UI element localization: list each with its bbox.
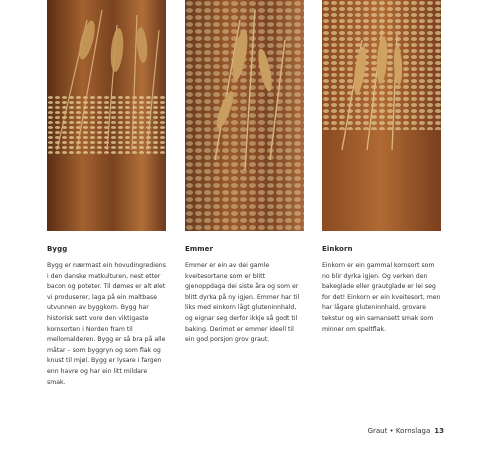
heading-einkorn: Einkorn [322,245,353,253]
paragraph-bygg: Bygg er nærmast ein hovudingrediens i den danske matkulturen, nest etter bacon og poteter. Til dømes er alt ølet vi produserer, laga på ein maltbase utvunnen av byggkorn. Bygg har historisk sett vore den viktigaste kornsorten i Norden fram til mellomalderen. Bygg er så bra på alle måtar – som byggryn og som flak og knust til mjøl. Bygg er lysare i fargen enn havre og har ein litt mildare smak. [47,262,166,386]
barley-photo-icon [47,0,166,231]
einkorn-photo-icon [322,0,441,231]
column-bygg [47,0,166,388]
heading-emmer: Emmer [185,245,214,253]
emmer-grain-photo [185,0,304,231]
page-footer [368,427,444,435]
column-emmer [185,0,304,346]
column-einkorn [322,0,441,335]
heading-bygg: Bygg [47,245,68,253]
barley-grain-photo [47,0,166,231]
paragraph-emmer: Emmer er ein av dei gamle kveitesortane som er blitt gjenoppdaga dei siste åra og som er blitt dyrka på ny igjen. Emmer har til liks med einkorn lågt gluteninnhald, og eignar seg derfor ikkje så godt til baking. Derimot er emmer ideell til ein god porsjon grov graut. [185,262,300,344]
emmer-photo-icon [185,0,304,231]
einkorn-grain-photo [322,0,441,231]
paragraph-einkorn: Einkorn er ein gammal kornsort som no blir dyrka igjen. Og verken den bakeglade eller grautglade er lei seg for det! Einkorn er ein kveitesort, men har lågare gluteninnhald, grovare tekstur og ein samansett smak som minner om speltflak. [322,262,441,333]
page-number: 13 [434,427,444,435]
footer-section-title: Graut • Kornslaga [367,427,431,435]
